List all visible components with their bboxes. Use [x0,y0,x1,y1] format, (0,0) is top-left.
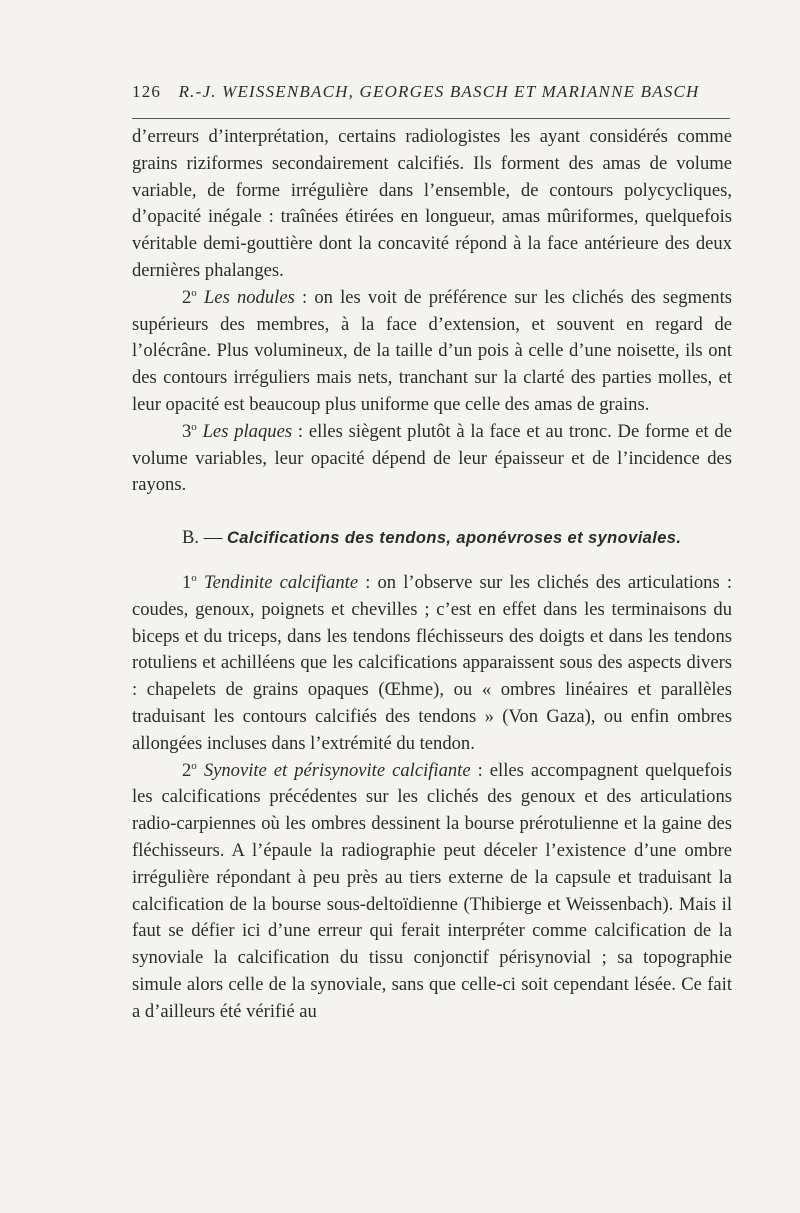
item-superscript: o [191,571,197,584]
section-prefix: B. — [182,527,227,549]
item-number: 2 [182,286,192,308]
item-text: : on l’observe sur les clichés des articulations : coudes, genoux, poignets et chevilles ; c’est en effet dans les terminaisons du biceps et du triceps, dans les tendons fléchisseurs des doigts et dans les tendons rotuliens et achilléens que les calcifications apparaissent sous des aspects divers : chapelets de grains opaques (Œhme), ou « ombres linéaires et parallèles traduisant les contours calcifiés des tendons » (Von Gaza), ou enfin ombres allongées incluses dans l’extrémité du tendon. [132,571,733,754]
paragraph-continued: d’erreurs d’interprétation, certains radiologistes les ayant considérés comme grains riziformes secondairement calcifiés. Ils forment des amas de volume variable, de forme irrégulière dans l’ensemble, de contours polycycliques, d’opacité inégale : traînées étirées en longueur, amas mûriformes, quelquefois véritable demi-gouttière dont la concavité répond à la face antérieure des deux dernières phalanges. [132,126,732,281]
section-heading [132,525,732,552]
item-superscript: o [191,759,197,772]
body-text [132,124,732,1026]
item-text: : elles accompagnent quelquefois les calcifications précédentes sur les clichés des genoux et des articulations radio-carpiennes où les ombres dessinent la bourse prérotulienne et la gaine des fléchisseurs. A l’épaule la radiographie peut déceler l’existence d’une ombre irrégulière répondant à peu près au tiers externe de la capsule et traduisant la calcification de la bourse sous-deltoïdienne (Thibierge et Weissenbach). Mais il faut se défier ici d’une erreur qui ferait interpréter comme calcification de la synoviale la calcification du tissu conjonctif périsynovial ; sa topographie simule alors celle de la synoviale, sans que celle-ci soit cependant lésée. Ce fait a d’ailleurs été vérifié au [132,759,732,1022]
paragraph-nodules [132,285,732,419]
section-title: Calcifications des tendons, aponévroses et synoviales. [226,529,682,548]
paragraph-plaques [132,419,732,499]
item-number: 1 [182,571,192,593]
item-title-tendinite: Tendinite calcifiante [203,571,359,593]
item-text: : elles siègent plutôt à la face et au tronc. De forme et de volume variables, leur opacité dépend de leur épaisseur et de l’incidence des rayons. [132,420,732,496]
item-number: 2 [182,759,192,781]
item-title-synovite: Synovite et périsynovite calcifiante [203,759,471,781]
item-superscript: o [191,420,197,433]
item-text: : on les voit de préférence sur les clichés des segments supérieurs des membres, à la face d’extension, et souvent en regard de l’olécrâne. Plus volumineux, de la taille d’un pois à celle d’une noisette, ils ont des contours irréguliers mais nets, tranchant sur la clarté des parties molles, et leur opacité est beaucoup plus uniforme que celle des amas de grains. [132,286,732,415]
item-superscript: o [191,286,197,299]
running-header [132,82,732,102]
paragraph-synovite [132,758,732,1026]
running-title: R.-J. WEISSENBACH, GEORGES BASCH ET MARIANNE BASCH [178,82,700,101]
page-number: 126 [132,82,162,101]
paragraph-tendinite [132,570,732,758]
item-title-plaques: Les plaques [202,420,293,442]
header-rule [132,118,730,119]
item-title-nodules: Les nodules [203,286,295,308]
item-number: 3 [182,420,192,442]
